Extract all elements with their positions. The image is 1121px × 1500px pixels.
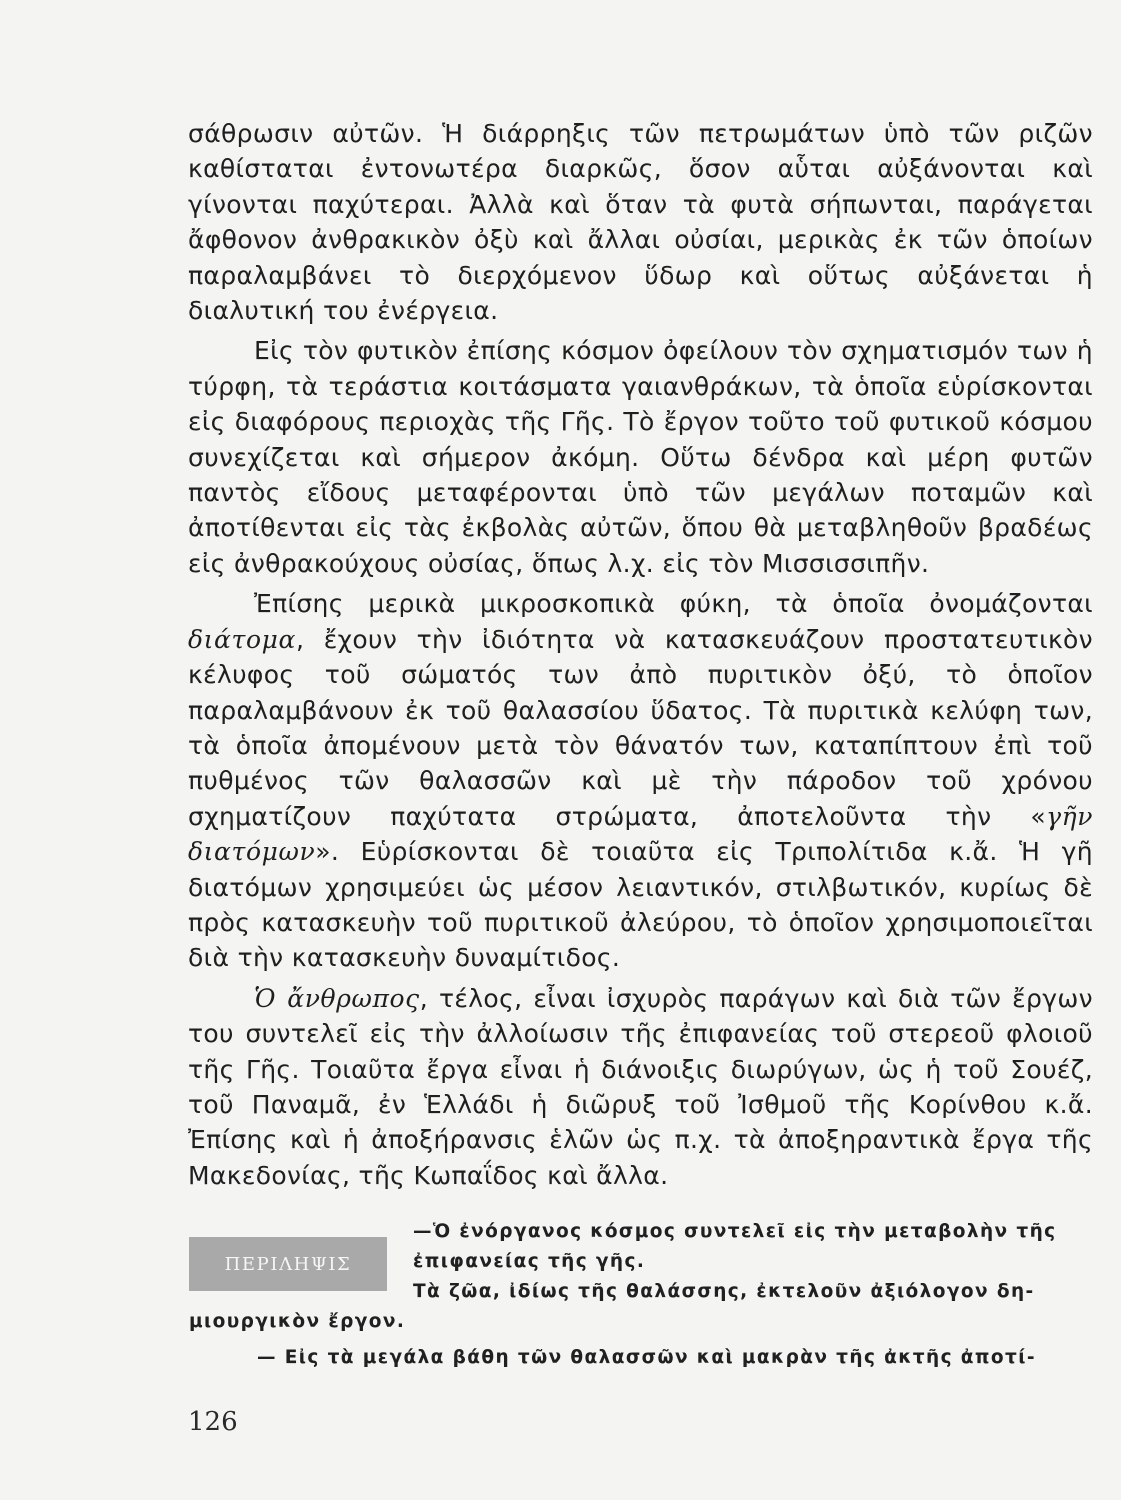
paragraph-3-text-a: Ἐπίσης μερικὰ μικροσκοπικὰ φύκη, τὰ ὁποῖα ὀνομάζονται: [254, 589, 1093, 619]
summary-line-2: ἐπιφανείας τῆς γῆς.: [413, 1251, 646, 1272]
paragraph-1: σάθρωσιν αὐτῶν. Ἡ διάρρηξις τῶν πετρωμάτων ὑπὸ τῶν ριζῶν καθίσταται ἐντονωτέρα διαρκῶς, ὅσον αὗται αὐξάνονται καὶ γίνονται παχύτεραι. Ἀλλὰ καὶ ὅταν τὰ φυτὰ σήπωνται, παράγεται ἄφθονον ἀνθρακικὸν ὀξὺ καὶ ἄλλαι οὐσίαι, μερικὰς ἐκ τῶν ὁποίων παραλαμβάνει τὸ διερχόμενον ὕδωρ καὶ οὕτως αὐξάνεται ἡ διαλυτική του ἐνέργεια.: [188, 119, 1093, 326]
summary-line-1: —Ὁ ἐνόργανος κόσμος συντελεῖ εἰς τὴν μεταβολὴν τῆς: [413, 1221, 1057, 1242]
paragraph-2: Εἰς τὸν φυτικὸν ἐπίσης κόσμον ὀφείλουν τὸν σχηματισμόν των ἡ τύρφη, τὰ τεράστια κοιτάσματα γαιανθράκων, τὰ ὁποῖα εὑρίσκονται εἰς διαφόρους περιοχὰς τῆς Γῆς. Τὸ ἔργον τοῦτο τοῦ φυτικοῦ κόσμου συνεχίζεται καὶ σήμερον ἀκόμη. Οὕτω δένδρα καὶ μέρη φυτῶν παντὸς εἴδους μεταφέρονται ὑπὸ τῶν μεγάλων ποταμῶν καὶ ἀποτίθενται εἰς τὰς ἐκβολὰς αὐτῶν, ὅπου θὰ μεταβληθοῦν βραδέως εἰς ἀνθρακούχους οὐσίας, ὅπως λ.χ. εἰς τὸν Μισσισσιπῆν.: [188, 336, 1093, 578]
paragraph-3-text-c: ». Εὑρίσκονται δὲ τοιαῦτα εἰς Τριπολίτιδα κ.ἄ. Ἡ γῆ διατόμων χρησιμεύει ὡς μέσον λειαντικόν, στιλβωτικόν, κυρίως δὲ πρὸς κατασκευὴν τοῦ πυριτικοῦ ἀλεύρου, τὸ ὁποῖον χρησιμοποιεῖται διὰ τὴν κατασκευὴν δυναμίτιδος.: [188, 837, 1093, 973]
summary-line-5: — Εἰς τὰ μεγάλα βάθη τῶν θαλασσῶν καὶ μακρὰν τῆς ἀκτῆς ἀποτί-: [257, 1347, 1036, 1368]
summary-line-4: μιουργικὸν ἔργον.: [189, 1311, 406, 1332]
term-diatoma: διάτομα: [188, 624, 296, 654]
term-anthropos: Ὁ ἄνθρωπος: [254, 983, 420, 1013]
term-gi-diatomon: γῆν διατόμων: [188, 801, 1093, 867]
paragraph-3-text-b: , ἔχουν τὴν ἰδιότητα νὰ κατασκευάζουν προστατευτικὸν κέλυφος τοῦ σώματός των ἀπὸ πυριτικὸν ὀξύ, τὸ ὁποῖον παραλαμβάνουν ἐκ τοῦ θαλασσίου ὕδατος. Τὰ πυριτικὰ κελύφη των, τὰ ὁποῖα ἀπομένουν μετὰ τὸν θάνατόν των, καταπίπτουν ἐπὶ τοῦ πυθμένος τῶν θαλασσῶν καὶ μὲ τὴν πάροδον τοῦ χρόνου σχηματίζουν παχύτατα στρώματα, ἀποτελοῦντα τὴν «: [188, 624, 1093, 831]
summary-line-3: Τὰ ζῶα, ἰδίως τῆς θαλάσσης, ἐκτελοῦν ἀξιόλογον δη-: [413, 1281, 1035, 1302]
paragraph-3: [188, 586, 1093, 975]
paragraph-4-text: , τέλος, εἶναι ἰσχυρὸς παράγων καὶ διὰ τῶν ἔργων του συντελεῖ εἰς τὴν ἀλλοίωσιν τῆς ἐπιφανείας τοῦ στερεοῦ φλοιοῦ τῆς Γῆς. Τοιαῦτα ἔργα εἶναι ἡ διάνοιξις διωρύγων, ὡς ἡ τοῦ Σουέζ, τοῦ Παναμᾶ, ἐν Ἑλλάδι ἡ διῶρυξ τοῦ Ἰσθμοῦ τῆς Κορίνθου κ.ἄ. Ἐπίσης καὶ ἡ ἀποξήρανσις ἑλῶν ὡς π.χ. τὰ ἀποξηραντικὰ ἔργα τῆς Μακεδονίας, τῆς Κωπαΐδος καὶ ἄλλα.: [188, 983, 1093, 1190]
page-number: 126: [188, 1407, 238, 1437]
paragraph-4: [188, 981, 1093, 1193]
summary-label: ΠΕΡΙΛΗΨΙΣ: [189, 1237, 387, 1291]
body-text: [188, 116, 1093, 1198]
